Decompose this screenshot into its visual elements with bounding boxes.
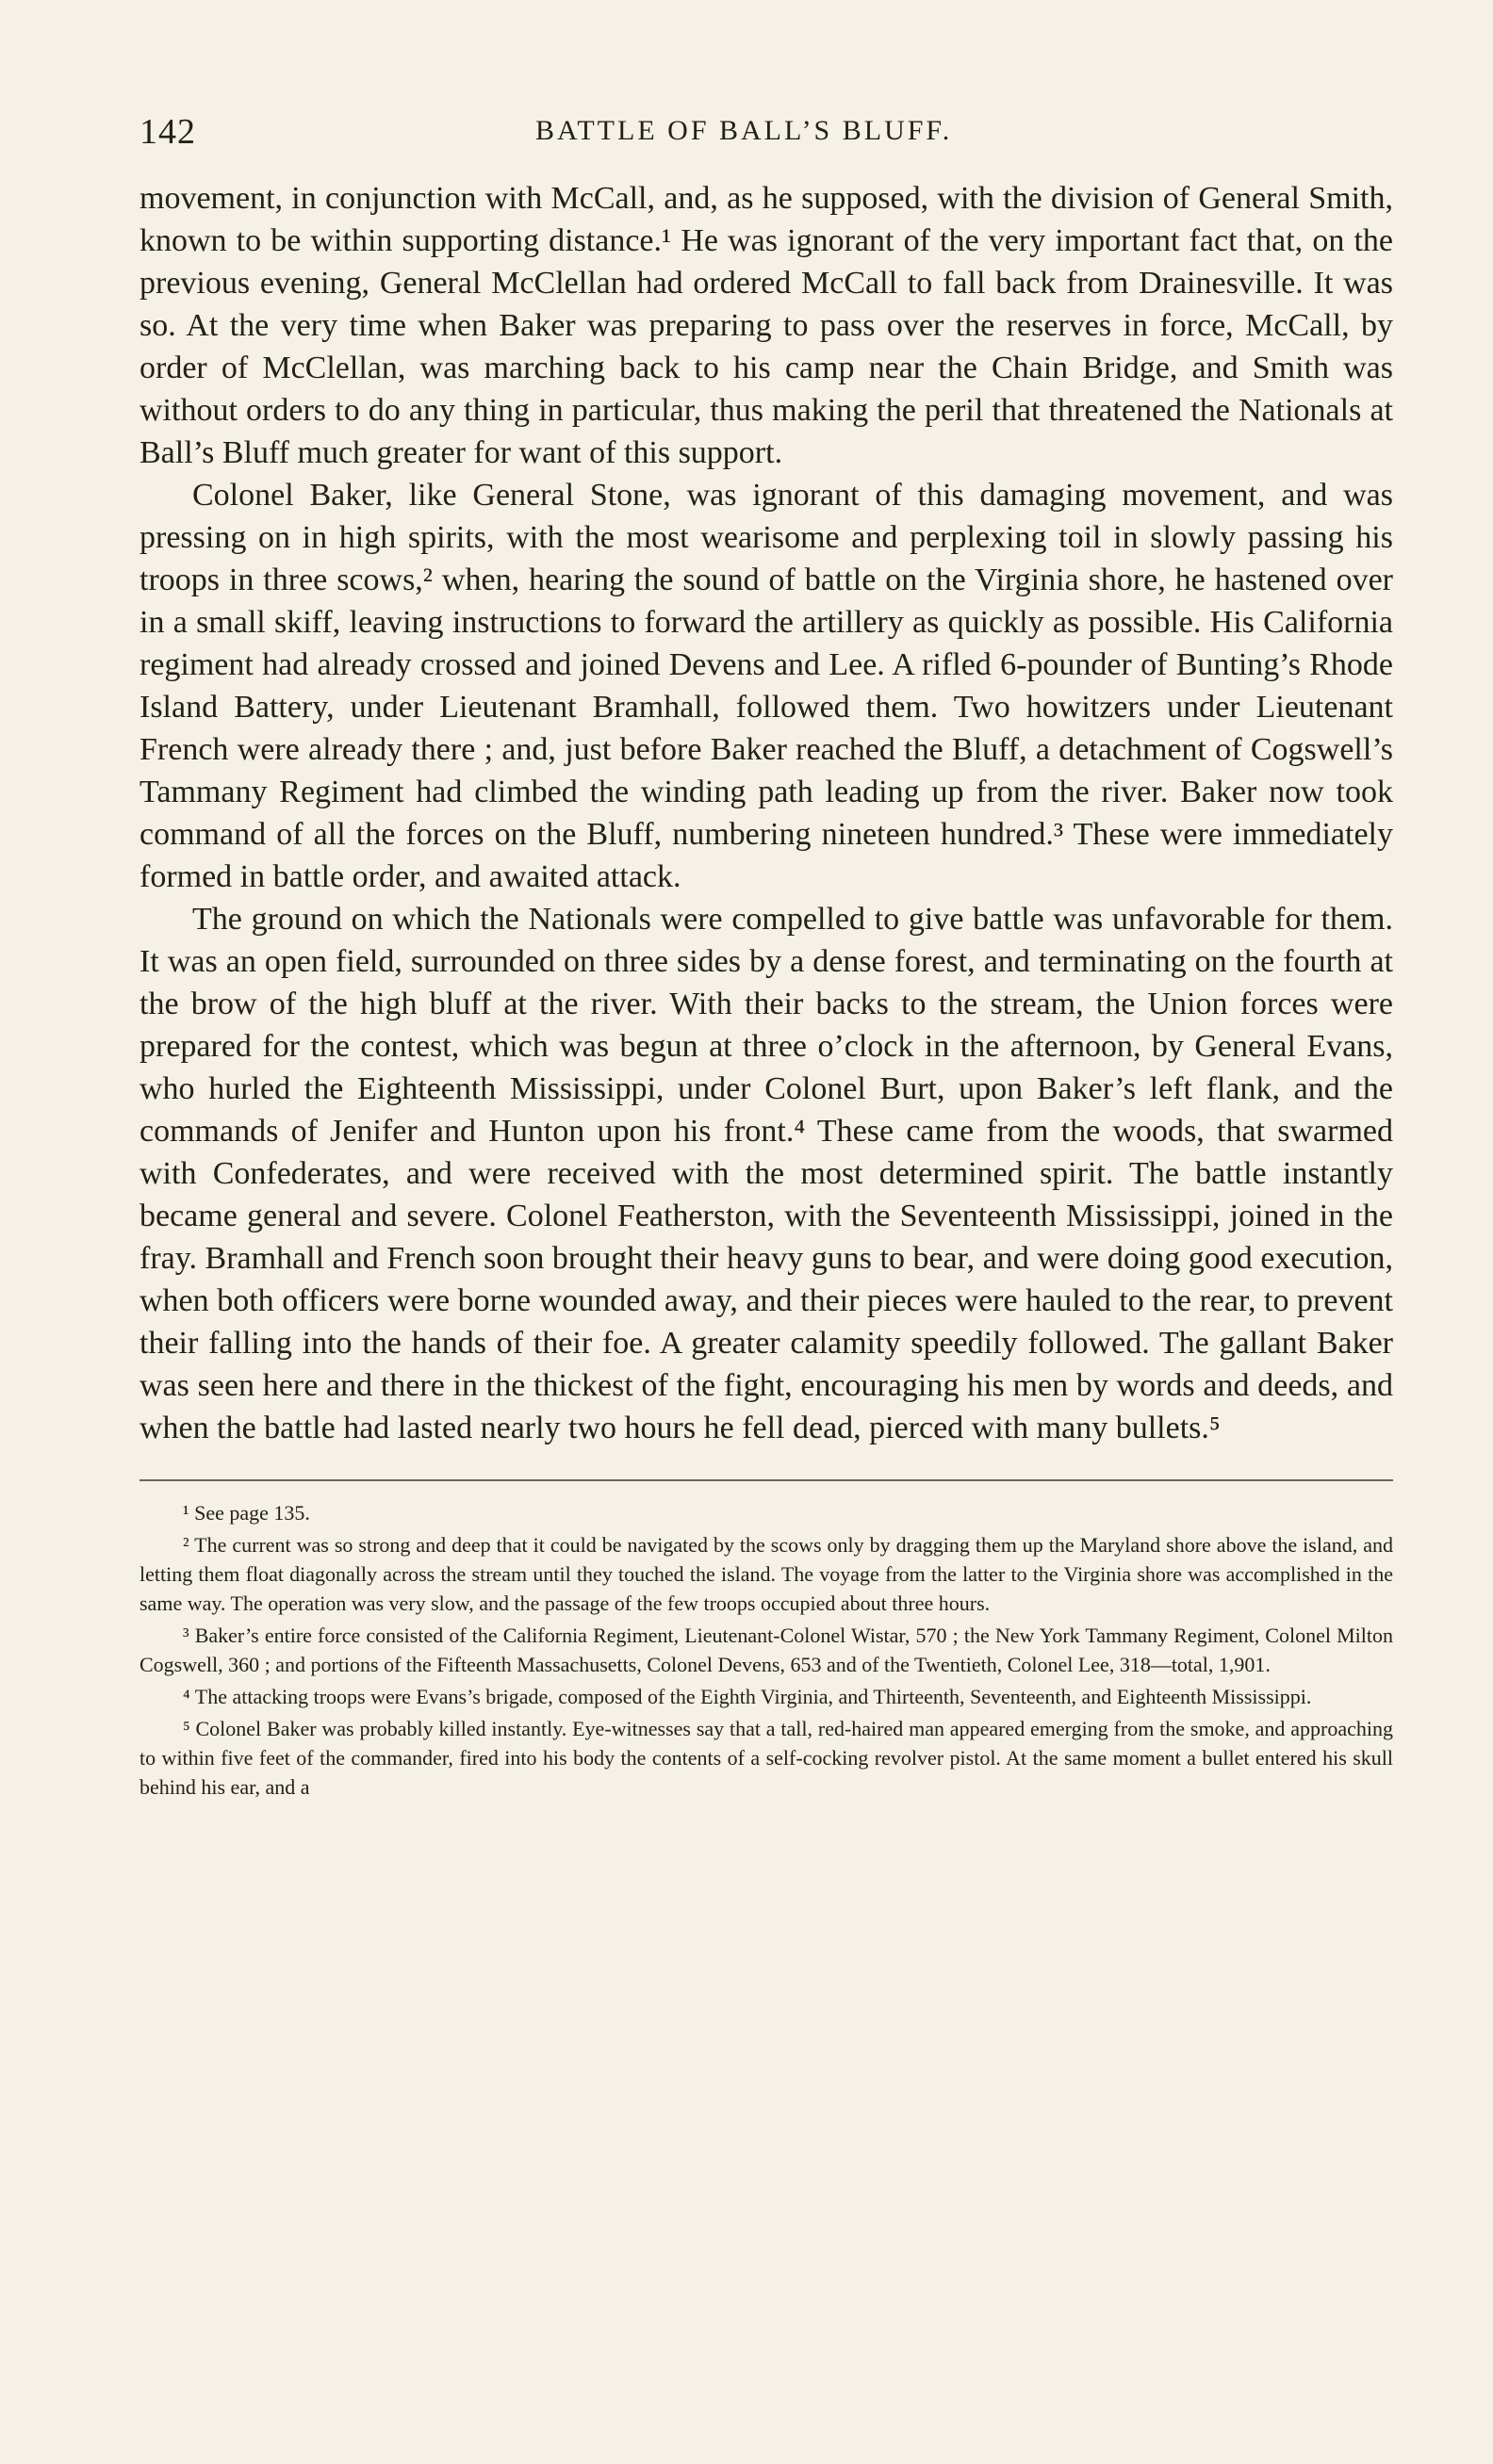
footnote-2: ² The current was so strong and deep that it could be navigated by the scows only by dragging them up the Maryland shore above the island, and letting them float diagonally across the stream until they touched the island. The voyage from the latter to the Virginia shore was accomplished in the same way. The operation was very slow, and the passage of the few troops occupied about three hours.: [139, 1533, 1393, 1615]
main-text: [139, 177, 1393, 1449]
footnote-4: ⁴ The attacking troops were Evans’s brigade, composed of the Eighth Virginia, and Thirteenth, Seventeenth, and Eighteenth Mississippi.: [183, 1685, 1312, 1708]
footnote-5: ⁵ Colonel Baker was probably killed instantly. Eye-witnesses say that a tall, red-haired man appeared emerging from the smoke, and approaching to within five feet of the commander, fired into his body the contents of a self-cocking revolver pistol. At the same moment a bullet entered his skull behind his ear, and a: [139, 1717, 1393, 1799]
paragraph-3: The ground on which the Nationals were compelled to give battle was unfavorable for them. It was an open field, surrounded on three sides by a dense forest, and terminating on the fourth at the brow of the high bluff at the river. With their backs to the stream, the Union forces were prepared for the contest, which was begun at three o’clock in the afternoon, by General Evans, who hurled the Eighteenth Mississippi, under Colonel Burt, upon Baker’s left flank, and the commands of Jenifer and Hunton upon his front.⁴ These came from the woods, that swarmed with Confederates, and were received with the most determined spirit. The battle instantly became general and severe. Colonel Featherston, with the Seventeenth Mississippi, joined in the fray. Bramhall and French soon brought their heavy guns to bear, and were doing good execution, when both officers were borne wounded away, and their pieces were hauled to the rear, to prevent their falling into the hands of their foe. A greater calamity speedily followed. The gallant Baker was seen here and there in the thickest of the fight, encouraging his men by words and deeds, and when the battle had lasted nearly two hours he fell dead, pierced with many bullets.⁵: [139, 902, 1393, 1445]
footnotes: [139, 1498, 1393, 1802]
running-head: [139, 104, 1393, 160]
book-page: [139, 104, 1393, 1804]
footnote-1: ¹ See page 135.: [183, 1501, 310, 1525]
paragraph-1: movement, in conjunction with McCall, and, as he supposed, with the division of General Smith, known to be within supporting distance.¹ He was ignorant of the very important fact that, on the previous evening, General McClellan had ordered McCall to fall back from Drainesville. It was so. At the very time when Baker was preparing to pass over the reserves in force, McCall, by order of McClellan, was marching back to his camp near the Chain Bridge, and Smith was without orders to do any thing in particular, thus making the peril that threatened the Nationals at Ball’s Bluff much greater for want of this support.: [139, 181, 1393, 470]
footnote-rule: [139, 1479, 1393, 1481]
running-title: BATTLE OF BALL’S BLUFF.: [535, 115, 953, 146]
page-number: 142: [139, 112, 196, 152]
footnote-3: ³ Baker’s entire force consisted of the California Regiment, Lieutenant-Colonel Wistar, 570 ; the New York Tammany Regiment, Colonel Milton Cogswell, 360 ; and portions of the Fifteenth Massachusetts, Colonel Devens, 653 and of the Twentieth, Colonel Lee, 318—total, 1,901.: [139, 1624, 1393, 1676]
paragraph-2: Colonel Baker, like General Stone, was ignorant of this damaging movement, and was pressing on in high spirits, with the most wearisome and perplexing toil in slowly passing his troops in three scows,² when, hearing the sound of battle on the Virginia shore, he hastened over in a small skiff, leaving instructions to forward the artillery as quickly as possible. His California regiment had already crossed and joined Devens and Lee. A rifled 6-pounder of Bunting’s Rhode Island Battery, under Lieutenant Bramhall, followed them. Two howitzers under Lieutenant French were already there ; and, just before Baker reached the Bluff, a detachment of Cogswell’s Tammany Regiment had climbed the winding path leading up from the river. Baker now took command of all the forces on the Bluff, numbering nineteen hundred.³ These were immediately formed in battle order, and awaited attack.: [139, 478, 1393, 894]
